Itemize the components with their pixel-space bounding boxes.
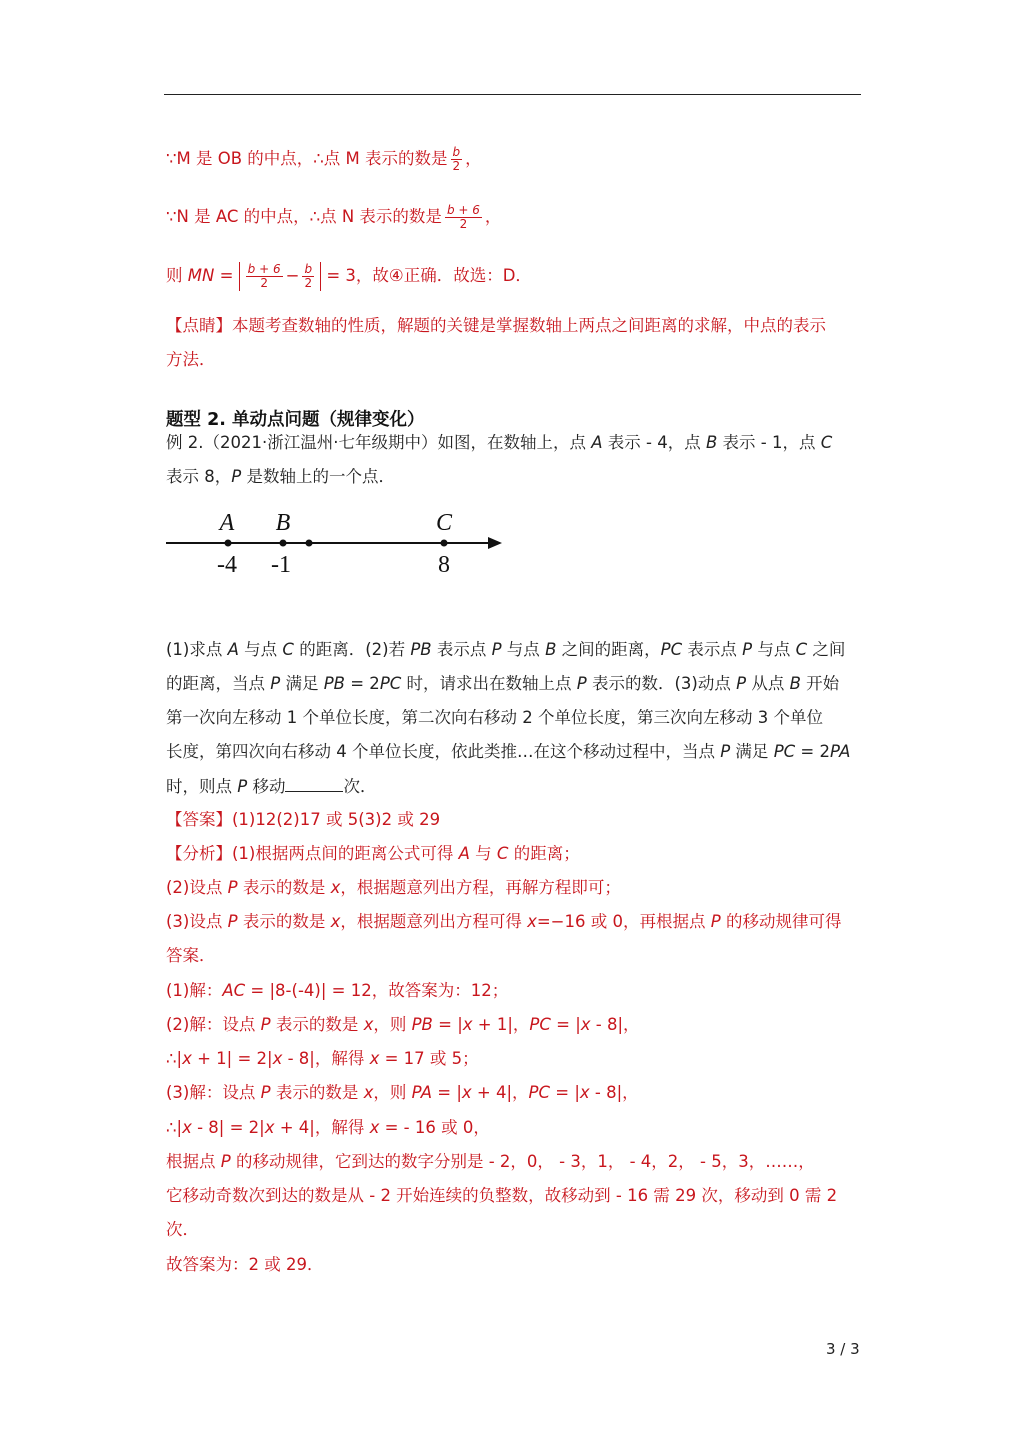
text: 从点: [746, 674, 790, 693]
text: 的距离，当点: [166, 674, 271, 693]
var: x: [462, 1015, 473, 1034]
text: = |8-(-4)| = 12，故答案为：12；: [245, 981, 509, 1000]
var: PC: [773, 742, 796, 761]
var: C: [282, 640, 294, 659]
text: 与: [469, 844, 497, 863]
absolute-value: [239, 262, 321, 291]
review-line-2: 方法．: [166, 350, 216, 369]
text: 例 2.（2021·浙江温州·七年级期中）如图，在数轴上，点: [166, 433, 592, 452]
header-rule: [164, 94, 861, 95]
question-line-5: [166, 775, 376, 798]
var: x: [363, 1015, 374, 1034]
text: (2)解：设点: [166, 1015, 261, 1034]
var: PB: [410, 640, 432, 659]
var: B: [789, 674, 801, 693]
text: 表示 - 4，点: [602, 433, 706, 452]
var: x: [272, 1049, 283, 1068]
text: 表示的数是: [270, 1015, 364, 1034]
var: C: [820, 433, 833, 452]
solution-step-6: [166, 1151, 815, 1173]
var: x: [369, 1049, 380, 1068]
var: P: [736, 674, 747, 693]
text: 之间的距离，: [556, 640, 661, 659]
problem-line-1: [166, 432, 832, 454]
point-a: [225, 540, 232, 547]
solution-step-7: 它移动奇数次到达的数是从 - 2 开始连续的负整数，故移动到 - 16 需 29 次，移动到 0 需 2: [166, 1186, 838, 1205]
text: - 8| = 2|: [191, 1118, 265, 1137]
text: + 4|，解得: [274, 1118, 370, 1137]
fraction-denominator: 2: [452, 159, 461, 173]
text: 与点: [501, 640, 546, 659]
text: 的距离；: [508, 844, 580, 863]
text: (1)解：: [166, 981, 223, 1000]
var: B: [545, 640, 557, 659]
text: (3)设点: [166, 912, 228, 931]
var: P: [270, 674, 281, 693]
analysis-line-3: [166, 911, 841, 933]
analysis-line-1: [166, 843, 580, 865]
question-line-3: 第一次向左移动 1 个单位长度，第二次向右移动 2 个单位长度，第三次向左移动 3 个单位: [166, 708, 823, 727]
text: 的距离．(2)若: [293, 640, 411, 659]
label-c: C: [435, 510, 453, 536]
answer-line: 【答案】(1)12(2)17 或 5(3)2 或 29: [166, 810, 441, 829]
text: + 1| = 2|: [191, 1049, 273, 1068]
var: x: [330, 878, 341, 897]
text: 移动: [247, 777, 286, 796]
text: ，则: [373, 1015, 412, 1034]
text: ，根据题意列出方程可得: [340, 912, 528, 931]
var: A: [458, 844, 470, 863]
text: 表示的数．(3)动点: [586, 674, 737, 693]
math-mn: MN: [187, 266, 215, 285]
var: PC: [660, 640, 683, 659]
text: ∴|: [166, 1118, 183, 1137]
text: =−16 或 0，再根据点: [536, 912, 711, 931]
number-line-figure: [160, 505, 510, 585]
var: x: [369, 1118, 380, 1137]
var: x: [264, 1118, 275, 1137]
text: (2)设点: [166, 878, 228, 897]
text: = |: [550, 1083, 580, 1102]
analysis-line-2: [166, 877, 621, 899]
var: C: [496, 844, 509, 863]
var: PC: [528, 1083, 551, 1102]
text: = 2: [344, 674, 380, 693]
text: ，: [465, 149, 482, 168]
var: x: [182, 1049, 192, 1068]
text: = |: [432, 1015, 463, 1034]
var: x: [580, 1015, 591, 1034]
fraction: [302, 263, 314, 290]
page-number: 3 / 3: [826, 1340, 860, 1358]
text: = 17 或 5；: [379, 1049, 479, 1068]
text: - 8|，解得: [282, 1049, 370, 1068]
question-line-4: [166, 741, 850, 763]
var: P: [220, 1152, 231, 1171]
var: P: [227, 878, 238, 897]
text: 表示 - 1，点: [717, 433, 821, 452]
var: P: [260, 1083, 271, 1102]
var: P: [231, 467, 242, 486]
label-a: A: [219, 510, 235, 536]
text: =: [219, 266, 234, 285]
var: PA: [411, 1083, 433, 1102]
value-b: -1: [271, 552, 291, 578]
text: 的移动规律可得: [720, 912, 842, 931]
fraction-denominator: 2: [260, 276, 268, 290]
fraction: [451, 146, 463, 173]
var: B: [705, 433, 718, 452]
solution-step-2: [166, 1014, 640, 1036]
question-line-1: [166, 639, 845, 661]
text: - 8|，: [589, 1083, 639, 1102]
text: = 2: [795, 742, 830, 761]
text: ，: [484, 207, 502, 226]
text: = - 16 或 0，: [379, 1118, 490, 1137]
fraction-numerator: b + 6: [446, 203, 480, 217]
solution-line-midpoint-m: [166, 146, 482, 173]
var: PB: [323, 674, 345, 693]
text: 之间: [807, 640, 846, 659]
var: P: [710, 912, 721, 931]
text: ∵M 是 OB 的中点，∴点 M 表示的数是: [166, 149, 448, 168]
text: 开始: [800, 674, 840, 693]
text: = 3: [326, 266, 356, 285]
var: x: [363, 1083, 374, 1102]
text: 的移动规律，它到达的数字分别是 - 2，0， - 3，1， - 4，2， - 5，3，……，: [230, 1152, 815, 1171]
fraction: [246, 263, 283, 290]
var: A: [227, 640, 239, 659]
solution-step-1: [166, 980, 508, 1002]
solution-step-8: 次．: [166, 1220, 199, 1239]
text: 满足: [280, 674, 324, 693]
value-c: 8: [438, 552, 450, 578]
var: P: [491, 640, 502, 659]
fraction-numerator: b + 6: [247, 262, 281, 276]
text: ，故④正确．故选：D．: [355, 266, 532, 285]
value-a: -4: [217, 552, 237, 578]
text: 表示点: [682, 640, 743, 659]
point-c: [441, 540, 448, 547]
text: ∴|: [166, 1049, 183, 1068]
solution-step-4: [166, 1082, 639, 1104]
text: 满足: [730, 742, 774, 761]
text: 则: [166, 266, 183, 285]
var: PA: [830, 742, 851, 761]
var: P: [227, 912, 238, 931]
var: P: [237, 777, 248, 796]
text: ，根据题意列出方程，再解方程即可；: [340, 878, 621, 897]
var: P: [576, 674, 587, 693]
text: 表示点: [431, 640, 492, 659]
text: 与点: [238, 640, 283, 659]
text: ∵N 是 AC 的中点，∴点 N 表示的数是: [166, 207, 442, 226]
text: (3)解：设点: [166, 1083, 261, 1102]
text: 时，请求出在数轴上点: [401, 674, 577, 693]
axis-arrow: [488, 537, 502, 549]
text: 根据点: [166, 1152, 221, 1171]
var: x: [579, 1083, 590, 1102]
question-line-2: [166, 673, 839, 695]
text: ，则: [373, 1083, 412, 1102]
text: = |: [432, 1083, 462, 1102]
solution-line-midpoint-n: [166, 204, 501, 231]
answer-blank: [285, 775, 343, 792]
point-b: [280, 540, 287, 547]
text: 时，则点: [166, 777, 238, 796]
label-b: B: [275, 510, 291, 536]
text: + 4|，: [471, 1083, 529, 1102]
var: x: [461, 1083, 472, 1102]
review-line-1: 【点睛】本题考查数轴的性质，解题的关键是掌握数轴上两点之间距离的求解，中点的表示: [166, 316, 826, 335]
solution-line-mn: [166, 262, 532, 291]
text: - 8|，: [590, 1015, 640, 1034]
solution-step-5: [166, 1117, 490, 1139]
text: 表示的数是: [237, 878, 331, 897]
var: AC: [222, 981, 246, 1000]
var: PC: [379, 674, 402, 693]
var: A: [591, 433, 603, 452]
var: PC: [529, 1015, 551, 1034]
fraction-numerator: b: [302, 263, 314, 277]
var: P: [720, 742, 731, 761]
analysis-line-4: 答案．: [166, 946, 216, 965]
text: −: [285, 266, 300, 285]
var: PB: [411, 1015, 433, 1034]
solution-step-3: [166, 1048, 479, 1070]
fraction-denominator: 2: [304, 276, 313, 290]
var: x: [182, 1118, 192, 1137]
text: 表示的数是: [270, 1083, 364, 1102]
var: P: [260, 1015, 271, 1034]
text: 是数轴上的一个点．: [241, 467, 395, 486]
fraction-denominator: 2: [459, 217, 468, 231]
text: (1)求点: [166, 640, 228, 659]
fraction: [445, 204, 482, 231]
section-heading: 题型 2. 单动点问题（规律变化）: [166, 410, 425, 430]
fraction-numerator: b: [451, 146, 463, 160]
text: 与点: [752, 640, 796, 659]
point-origin: [306, 540, 313, 547]
var: x: [330, 912, 341, 931]
var: x: [527, 912, 537, 931]
problem-line-2: [166, 466, 395, 488]
var: P: [742, 640, 753, 659]
text: 表示的数是: [237, 912, 331, 931]
text: 【分析】(1)根据两点间的距离公式可得: [166, 844, 459, 863]
text: = |: [550, 1015, 581, 1034]
text: 长度，第四次向右移动 4 个单位长度，依此类推…在这个移动过程中，当点: [166, 742, 721, 761]
text: 次．: [343, 777, 377, 796]
text: + 1|，: [472, 1015, 530, 1034]
solution-step-9: 故答案为：2 或 29．: [166, 1255, 324, 1274]
text: 表示 8，: [166, 467, 232, 486]
var: C: [795, 640, 808, 659]
